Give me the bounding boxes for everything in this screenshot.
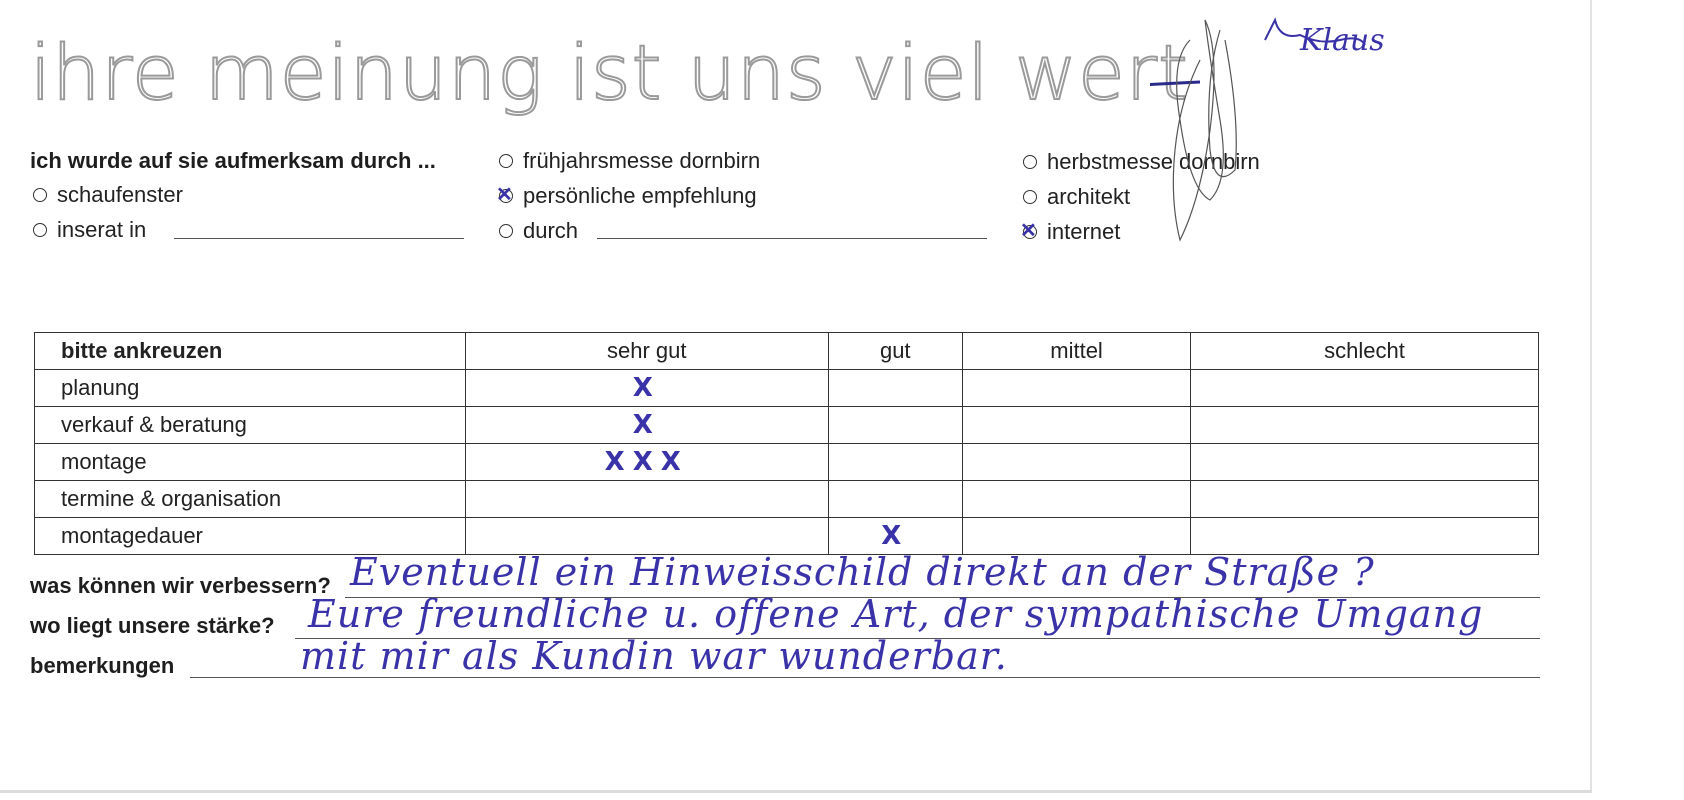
option-label: internet xyxy=(1047,219,1121,244)
rating-cell[interactable] xyxy=(1191,370,1539,407)
rating-cell[interactable] xyxy=(1191,518,1539,555)
option-label: schaufenster xyxy=(57,182,183,207)
signature-note: Klaus xyxy=(1300,23,1385,58)
option-label: inserat in xyxy=(57,217,147,242)
form-title: ihre meinung ist uns viel wert xyxy=(30,28,1189,117)
option-inserat[interactable] xyxy=(33,217,146,243)
rating-header-label: bitte ankreuzen xyxy=(35,333,466,370)
radio-icon[interactable] xyxy=(1023,155,1037,169)
option-architekt[interactable] xyxy=(1023,184,1130,210)
rating-table xyxy=(34,332,1539,555)
rating-row xyxy=(35,370,1539,407)
rating-cell[interactable] xyxy=(963,370,1191,407)
radio-checked-icon[interactable] xyxy=(1023,225,1037,239)
option-label: persönliche empfehlung xyxy=(523,183,757,208)
remarks-label: bemerkungen xyxy=(30,653,175,678)
radio-icon[interactable] xyxy=(33,188,47,202)
remarks-answer: mit mir als Kundin war wunderbar. xyxy=(300,634,1008,678)
option-schaufenster[interactable] xyxy=(33,182,183,208)
option-label: architekt xyxy=(1047,184,1131,209)
rating-cell[interactable] xyxy=(828,407,963,444)
rating-cell[interactable] xyxy=(963,407,1191,444)
rating-row-label: termine & organisation xyxy=(35,481,466,518)
cross-mark-icon: XXX xyxy=(604,447,689,477)
radio-checked-icon[interactable] xyxy=(499,189,513,203)
cross-mark-icon: X xyxy=(632,410,661,440)
rating-column-header: sehr gut xyxy=(466,333,829,370)
rating-row xyxy=(35,407,1539,444)
rating-column-header: gut xyxy=(828,333,963,370)
rating-cell[interactable] xyxy=(1191,444,1539,481)
rating-cell[interactable] xyxy=(828,518,963,555)
rating-cell[interactable] xyxy=(466,444,829,481)
rating-cell[interactable] xyxy=(1191,481,1539,518)
option-empfehlung[interactable] xyxy=(499,183,757,209)
rating-cell[interactable] xyxy=(466,518,829,555)
rating-row xyxy=(35,444,1539,481)
radio-icon[interactable] xyxy=(499,224,513,238)
option-label: herbstmesse dornbirn xyxy=(1047,149,1260,174)
durch-blank-line[interactable] xyxy=(597,238,987,239)
rating-row-label: montagedauer xyxy=(35,518,466,555)
rating-cell[interactable] xyxy=(963,518,1191,555)
radio-icon[interactable] xyxy=(1023,190,1037,204)
rating-column-header: schlecht xyxy=(1191,333,1539,370)
option-fruehjahrsmesse[interactable] xyxy=(499,148,760,174)
radio-icon[interactable] xyxy=(33,223,47,237)
strength-label: wo liegt unsere stärke? xyxy=(30,613,275,638)
rating-row-label: planung xyxy=(35,370,466,407)
option-label: durch xyxy=(523,218,579,243)
strength-answer: Eure freundliche u. offene Art, der sympathische Umgang xyxy=(308,592,1484,636)
rating-header-row xyxy=(35,333,1539,370)
rating-column-header: mittel xyxy=(963,333,1191,370)
rating-cell[interactable] xyxy=(828,370,963,407)
rating-row-label: montage xyxy=(35,444,466,481)
rating-cell[interactable] xyxy=(963,481,1191,518)
rating-cell[interactable] xyxy=(466,407,829,444)
option-durch[interactable] xyxy=(499,218,578,244)
rating-cell[interactable] xyxy=(466,481,829,518)
rating-cell[interactable] xyxy=(828,481,963,518)
rating-row xyxy=(35,518,1539,555)
signature-scribble xyxy=(1150,0,1500,280)
rating-row xyxy=(35,481,1539,518)
option-label: frühjahrsmesse dornbirn xyxy=(523,148,761,173)
inserat-blank-line[interactable] xyxy=(174,238,464,239)
radio-icon[interactable] xyxy=(499,154,513,168)
cross-mark-icon: X xyxy=(881,521,910,551)
improve-answer: Eventuell ein Hinweisschild direkt an der Straße ? xyxy=(350,550,1375,594)
rating-cell[interactable] xyxy=(963,444,1191,481)
option-internet[interactable] xyxy=(1023,219,1120,245)
cross-mark-icon: X xyxy=(632,373,661,403)
source-question: ich wurde auf sie aufmerksam durch ... xyxy=(30,148,436,173)
rating-cell[interactable] xyxy=(466,370,829,407)
rating-cell[interactable] xyxy=(1191,407,1539,444)
improve-label: was können wir verbessern? xyxy=(30,573,331,598)
rating-row-label: verkauf & beratung xyxy=(35,407,466,444)
rating-cell[interactable] xyxy=(828,444,963,481)
